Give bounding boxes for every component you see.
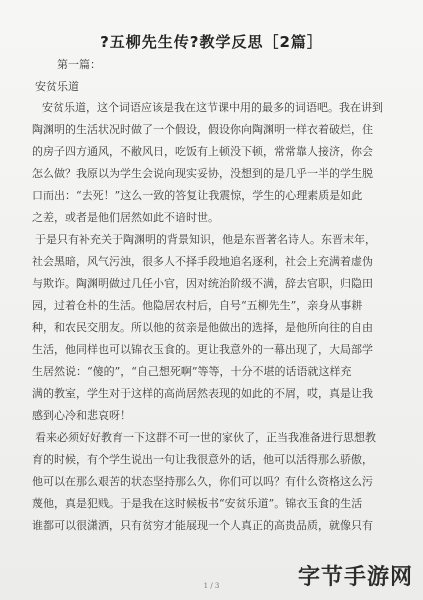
text-line: 怎么做？我原以为学生会说向现实妥协，没想到的是几乎一半的学生脱 xyxy=(32,167,373,180)
site-watermark-logo: 字节手游网 xyxy=(297,565,413,590)
text-line: 第一篇： xyxy=(57,58,101,71)
text-line: 安贫乐道 xyxy=(35,80,79,93)
document-title: ?五柳先生传?教学反思［2篇］ xyxy=(100,33,323,51)
text-line: 之差，或者是他们居然如此不谙时世。 xyxy=(32,211,219,224)
text-line: 园，过着仓朴的生活。他隐居农村后，自号“五柳先生”，亲身从事耕 xyxy=(32,299,363,312)
text-line: 他可以在那么艰苦的状态坚持那么久，你们可以吗？有什么资格这么污 xyxy=(32,475,373,488)
text-line: 蔑他，真是犯贱。于是我在这时候板书“安贫乐道”。锦衣玉食的生活 xyxy=(32,497,363,510)
text-line: 看来必须好好教育一下这群不可一世的家伙了，正当我准备进行思想教 xyxy=(35,431,376,444)
text-line: 社会黑暗，风气污浊，很多人不择手段地追名逐利，社会上充满着虚伪 xyxy=(32,255,373,268)
text-line: 感到心冷和悲哀呀！ xyxy=(32,409,131,422)
text-line: 满的教室，学生对于这样的高尚居然表现的如此的不屑，哎，真是让我 xyxy=(32,387,373,400)
text-line: 种，和农民交朋友。所以他的贫亲是他做出的选择，是他所向往的自由 xyxy=(32,321,373,334)
text-line: 谁都可以很潇洒，只有贫穷才能展现一个人真正的高贵品质，就像只有 xyxy=(32,519,373,532)
text-line: 的房子四方通风，不敝风日，吃饭有上顿没下顿，常常靠人接济，你会 xyxy=(32,145,373,158)
text-line: 安贫乐道，这个词语应该是我在这节课中用的最多的词语吧。我在讲到 xyxy=(42,101,383,114)
text-line: 于是只有补充关于陶渊明的背景知识，他是东晋著名诗人。东晋末年， xyxy=(35,233,376,246)
text-line: 与欺诈。陶渊明做过几任小官，因对统治阶级不满，辞去官职，归隐田 xyxy=(32,277,373,290)
text-line: 口而出：“去死！”这么一致的答复让我震惊，学生的心理素质是如此 xyxy=(32,189,363,202)
page-number: 1 / 3 xyxy=(203,582,220,590)
text-line: 生活，他同样也可以锦衣玉食的。更让我意外的一幕出现了，大局部学 xyxy=(32,343,373,356)
text-line: 陶渊明的生活状况时做了一个假设，假设你向陶渊明一样衣着破烂，住 xyxy=(32,123,373,136)
text-line: 育的时候，有个学生说出一句让我很意外的话，他可以活得那么骄傲， xyxy=(32,453,373,466)
text-line: 生居然说：“傻的”，“自己想死啊”等等，十分不堪的话语就这样充 xyxy=(32,365,352,378)
